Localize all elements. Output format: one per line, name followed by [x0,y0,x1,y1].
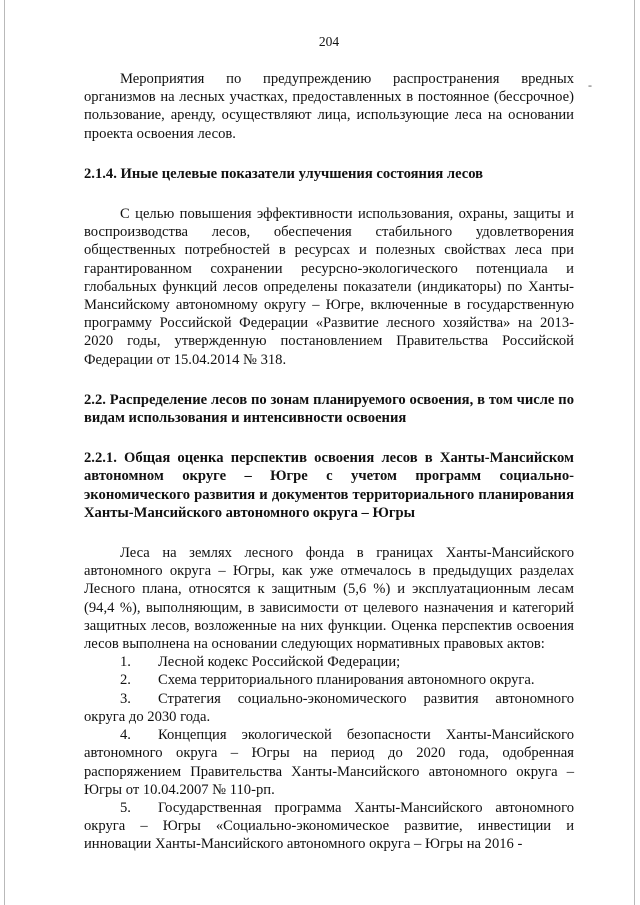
list-item-number: 1. [120,654,131,671]
list-item-text: Лесной кодекс Российской Федерации; [158,654,401,671]
heading-2-2: 2.2. Распределение лесов по зонам планируемого освоения, в том числе по видам использования и интенсивности освоения [84,391,574,427]
list-item-text: Стратегия социально-экономического развития автономного округа до 2030 года. [84,690,574,725]
list-item [84,690,574,726]
list-item-number: 2. [120,672,131,689]
scan-left-edge [4,0,5,905]
list-item-number: 4. [120,727,131,744]
list-item-text: Схема территориального планирования автономного округа. [158,672,535,689]
list-item-text: Концепция экологической безопасности Ханты-Мансийского автономного округа – Югры на период до 2020 года, одобренная распоряжением Правительства Ханты-Мансийского автономного округа – Югры от 10.04.2007 № 110-рп. [84,727,574,798]
page-number: 204 [318,34,340,49]
heading-2-2-1: 2.2.1. Общая оценка перспектив освоения лесов в Ханты-Мансийском автономном округе – Югре с учетом программ социально-экономического развития и документов территориального планирования Ханты-Мансийского автономного округа – Югры [84,450,574,521]
paragraph-pest-measures: Мероприятия по предупреждению распространения вредных организмов на лесных участках, предоставленных в постоянное (бессрочное) пользование, аренду, осуществляют лица, использующие леса на основании проекта освоения лесов. [84,71,574,142]
scan-right-edge [634,0,635,905]
list-item [84,726,574,799]
stray-scan-mark: - [588,78,592,92]
list-item-number: 3. [120,690,131,707]
list-item [84,653,574,671]
list-item [84,799,574,854]
heading-2-1-4: 2.1.4. Иные целевые показатели улучшения состояния лесов [84,165,484,182]
list-item-number: 5. [120,799,131,816]
document-page [84,34,574,854]
paragraph-forest-assessment: Леса на землях лесного фонда в границах Ханты-Мансийского автономного округа – Югры, как уже отмечалось в предыдущих разделах Лесного плана, относятся к защитным (5,6 %) и эксплуатационным лесам (94,4 %), выполняющим, в зависимости от целевого назначения и категорий защитных лесов, возложенные на них функции. Оценка перспектив освоения лесов выполнена на основании следующих нормативных правовых актов: [84,545,574,653]
list-item [84,671,574,689]
paragraph-indicators: С целью повышения эффективности использования, охраны, защиты и воспроизводства лесов, обеспечения стабильного удовлетворения общественных потребностей в ресурсах и полезных свойствах леса при гарантированном сохранении ресурсно-экологического потенциала и глобальных функций лесов определены показатели (индикаторы) по Ханты-Мансийскому автономному округу – Югре, включенные в государственную программу Российской Федерации «Развитие лесного хозяйства» на 2013-2020 годы, утвержденную постановлением Правительства Российской Федерации от 15.04.2014 № 318. [84,206,574,368]
list-item-text: Государственная программа Ханты-Мансийского автономного округа – Югры «Социально-экономическое развитие, инвестиции и инновации Ханты-Мансийского автономного округа – Югры на 2016 - [84,799,574,853]
legal-acts-list [84,653,574,853]
